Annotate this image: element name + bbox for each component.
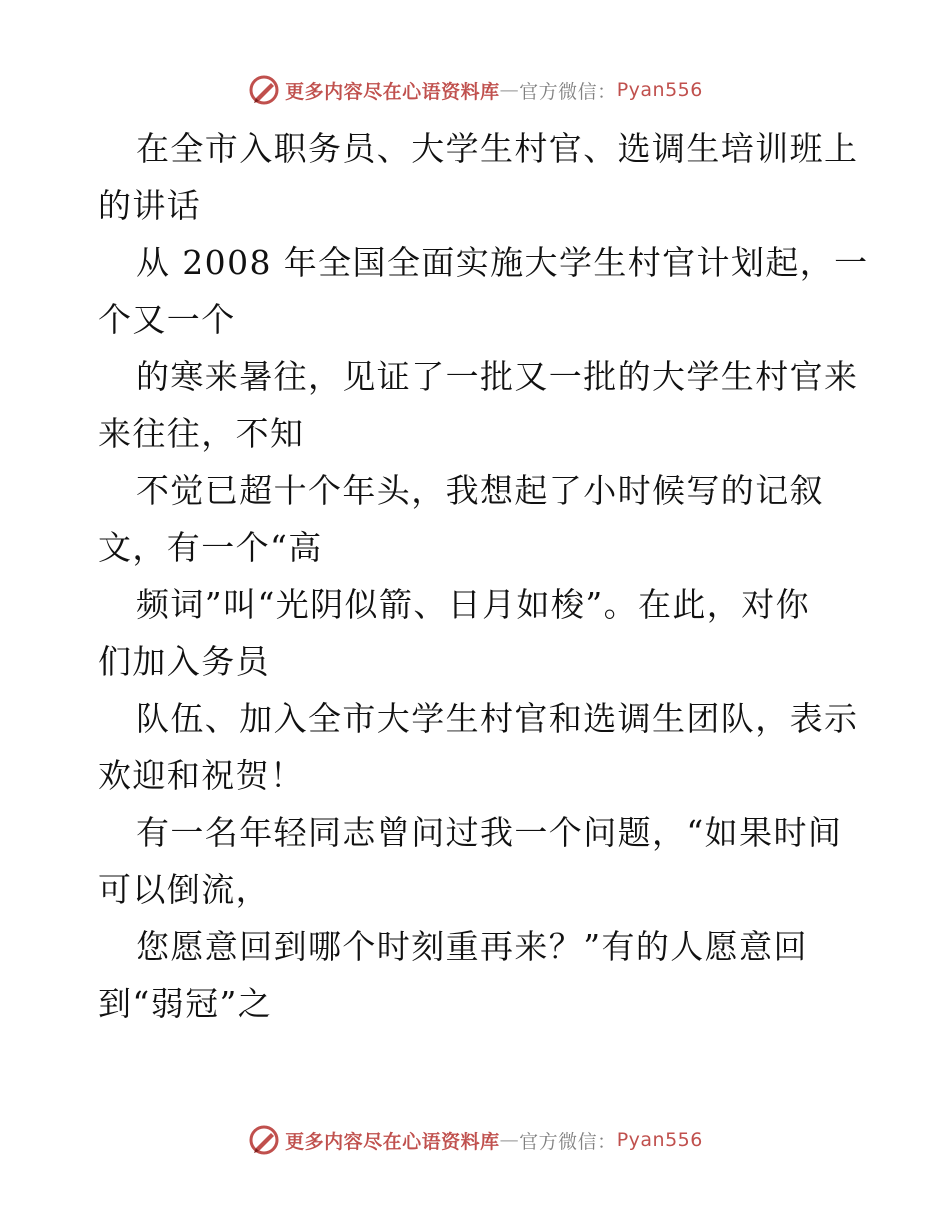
watermark-dash: —: [499, 79, 520, 101]
footer-watermark: [0, 1120, 950, 1160]
text-line: 从 2008 年全国全面实施大学生村官计划起，一: [136, 243, 869, 282]
text-line: 可以倒流，: [98, 870, 270, 909]
text-line: 到“弱冠”之: [98, 984, 273, 1023]
pen-logo-icon: [247, 73, 281, 107]
text-line: 文，有一个“高: [98, 528, 323, 567]
watermark-dash: —: [499, 1129, 520, 1151]
watermark-label: 官方微信：: [519, 1130, 617, 1153]
watermark-main-text: 更多内容尽在心语资料库: [285, 80, 500, 103]
text-line: 来往往，不知: [98, 414, 305, 453]
text-line: 的寒来暑往，见证了一批又一批的大学生村官来: [136, 357, 859, 396]
text-line: 们加入务员: [98, 642, 270, 681]
pen-logo-icon: [247, 1123, 281, 1157]
document-body: [98, 120, 869, 1032]
text-line: 有一名年轻同志曾问过我一个问题，“如果时间: [136, 813, 843, 852]
text-line: 您愿意回到哪个时刻重再来？”有的人愿意回: [136, 927, 808, 966]
watermark-id: Pyan556: [616, 1129, 703, 1151]
watermark-main-text: 更多内容尽在心语资料库: [285, 1130, 500, 1153]
text-line: 欢迎和祝贺！: [98, 756, 305, 795]
text-line: 不觉已超十个年头，我想起了小时候写的记叙: [136, 471, 824, 510]
text-line: 频词”叫“光阴似箭、日月如梭”。在此，对你: [136, 585, 811, 624]
header-watermark: [0, 70, 950, 110]
text-line: 的讲话: [98, 186, 202, 225]
text-line: 队伍、加入全市大学生村官和选调生团队，表示: [136, 699, 859, 738]
watermark-id: Pyan556: [616, 79, 703, 101]
text-line: 在全市入职务员、大学生村官、选调生培训班上: [136, 129, 859, 168]
watermark-label: 官方微信：: [519, 80, 617, 103]
text-line: 个又一个: [98, 300, 236, 339]
